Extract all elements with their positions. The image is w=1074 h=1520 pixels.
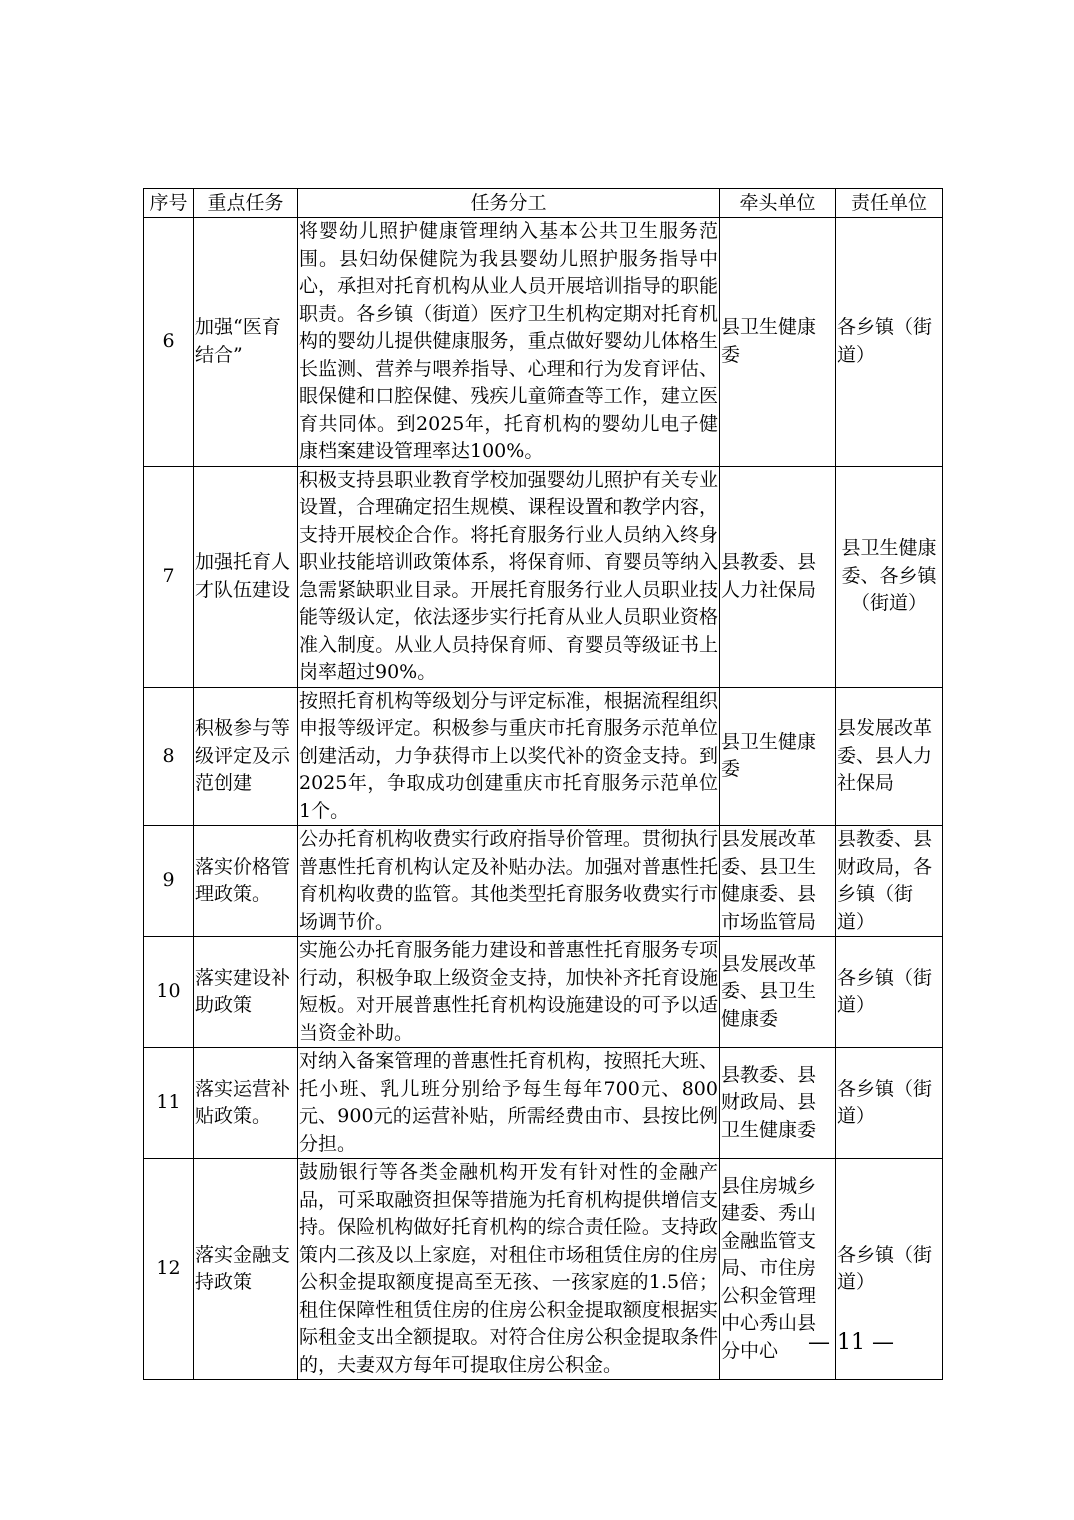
header-resp: 责任单位	[836, 189, 943, 218]
key-task: 落实运营补贴政策。	[194, 1048, 298, 1159]
table-row	[144, 218, 943, 467]
task-division: 按照托育机构等级划分与评定标准，根据流程组织申报等级评定。积极参与重庆市托育服务示范单位创建活动，力争获得市上以奖代补的资金支持。到2025年，争取成功创建重庆市托育服务示范单位1个。	[298, 687, 720, 826]
task-division: 积极支持县职业教育学校加强婴幼儿照护有关专业设置，合理确定招生规模、课程设置和教学内容，支持开展校企合作。将托育服务行业人员纳入终身职业技能培训政策体系，将保育师、育婴员等纳入急需紧缺职业目录。开展托育服务行业人员职业技能等级认定，依法逐步实行托育从业人员职业资格准入制度。从业人员持保育师、育婴员等级证书上岗率超过90%。	[298, 466, 720, 687]
lead-unit: 县发展改革委、县卫生健康委、县市场监管局	[720, 826, 836, 937]
row-number: 6	[144, 218, 194, 467]
task-division: 公办托育机构收费实行政府指导价管理。贯彻执行普惠性托育机构认定及补贴办法。加强对普惠性托育机构收费的监管。其他类型托育服务收费实行市场调节价。	[298, 826, 720, 937]
key-task: 落实建设补助政策	[194, 937, 298, 1048]
header-task: 重点任务	[194, 189, 298, 218]
responsible-unit: 县教委、县财政局，各乡镇（街道）	[836, 826, 943, 937]
responsible-unit: 各乡镇（街道）	[836, 1159, 943, 1380]
row-number: 8	[144, 687, 194, 826]
responsible-unit: 各乡镇（街道）	[836, 1048, 943, 1159]
table-header-row	[144, 189, 943, 218]
page-number: — 11 —	[808, 1330, 894, 1355]
task-table	[143, 188, 943, 1380]
header-division: 任务分工	[298, 189, 720, 218]
key-task: 落实价格管理政策。	[194, 826, 298, 937]
lead-unit: 县教委、县财政局、县卫生健康委	[720, 1048, 836, 1159]
responsible-unit: 各乡镇（街道）	[836, 218, 943, 467]
row-number: 11	[144, 1048, 194, 1159]
header-lead: 牵头单位	[720, 189, 836, 218]
lead-unit: 县教委、县人力社保局	[720, 466, 836, 687]
key-task: 加强“医育结合”	[194, 218, 298, 467]
lead-unit: 县住房城乡建委、秀山金融监管支局、市住房公积金管理中心秀山县分中心	[720, 1159, 836, 1380]
header-no: 序号	[144, 189, 194, 218]
table-row	[144, 937, 943, 1048]
lead-unit: 县卫生健康委	[720, 218, 836, 467]
lead-unit: 县发展改革委、县卫生健康委	[720, 937, 836, 1048]
task-division: 实施公办托育服务能力建设和普惠性托育服务专项行动，积极争取上级资金支持，加快补齐托育设施短板。对开展普惠性托育机构设施建设的可予以适当资金补助。	[298, 937, 720, 1048]
key-task: 积极参与等级评定及示范创建	[194, 687, 298, 826]
table-row	[144, 826, 943, 937]
key-task: 落实金融支持政策	[194, 1159, 298, 1380]
lead-unit: 县卫生健康委	[720, 687, 836, 826]
task-division: 对纳入备案管理的普惠性托育机构，按照托大班、托小班、乳儿班分别给予每生每年700元、800元、900元的运营补贴，所需经费由市、县按比例分担。	[298, 1048, 720, 1159]
task-division: 鼓励银行等各类金融机构开发有针对性的金融产品，可采取融资担保等措施为托育机构提供增信支持。保险机构做好托育机构的综合责任险。支持政策内二孩及以上家庭，对租住市场租赁住房的住房公积金提取额度提高至无孩、一孩家庭的1.5倍；租住保障性租赁住房的住房公积金提取额度根据实际租金支出全额提取。对符合住房公积金提取条件的，夫妻双方每年可提取住房公积金。	[298, 1159, 720, 1380]
row-number: 12	[144, 1159, 194, 1380]
table-row	[144, 1048, 943, 1159]
responsible-unit: 县发展改革委、县人力社保局	[836, 687, 943, 826]
responsible-unit: 各乡镇（街道）	[836, 937, 943, 1048]
task-division: 将婴幼儿照护健康管理纳入基本公共卫生服务范围。县妇幼保健院为我县婴幼儿照护服务指导中心，承担对托育机构从业人员开展培训指导的职能职责。各乡镇（街道）医疗卫生机构定期对托育机构的婴幼儿提供健康服务，重点做好婴幼儿体格生长监测、营养与喂养指导、心理和行为发育评估、眼保健和口腔保健、残疾儿童筛查等工作，建立医育共同体。到2025年，托育机构的婴幼儿电子健康档案建设管理率达100%。	[298, 218, 720, 467]
table-row	[144, 466, 943, 687]
row-number: 7	[144, 466, 194, 687]
key-task: 加强托育人才队伍建设	[194, 466, 298, 687]
table-row	[144, 687, 943, 826]
row-number: 10	[144, 937, 194, 1048]
responsible-unit: 县卫生健康委、各乡镇（街道）	[836, 466, 943, 687]
row-number: 9	[144, 826, 194, 937]
